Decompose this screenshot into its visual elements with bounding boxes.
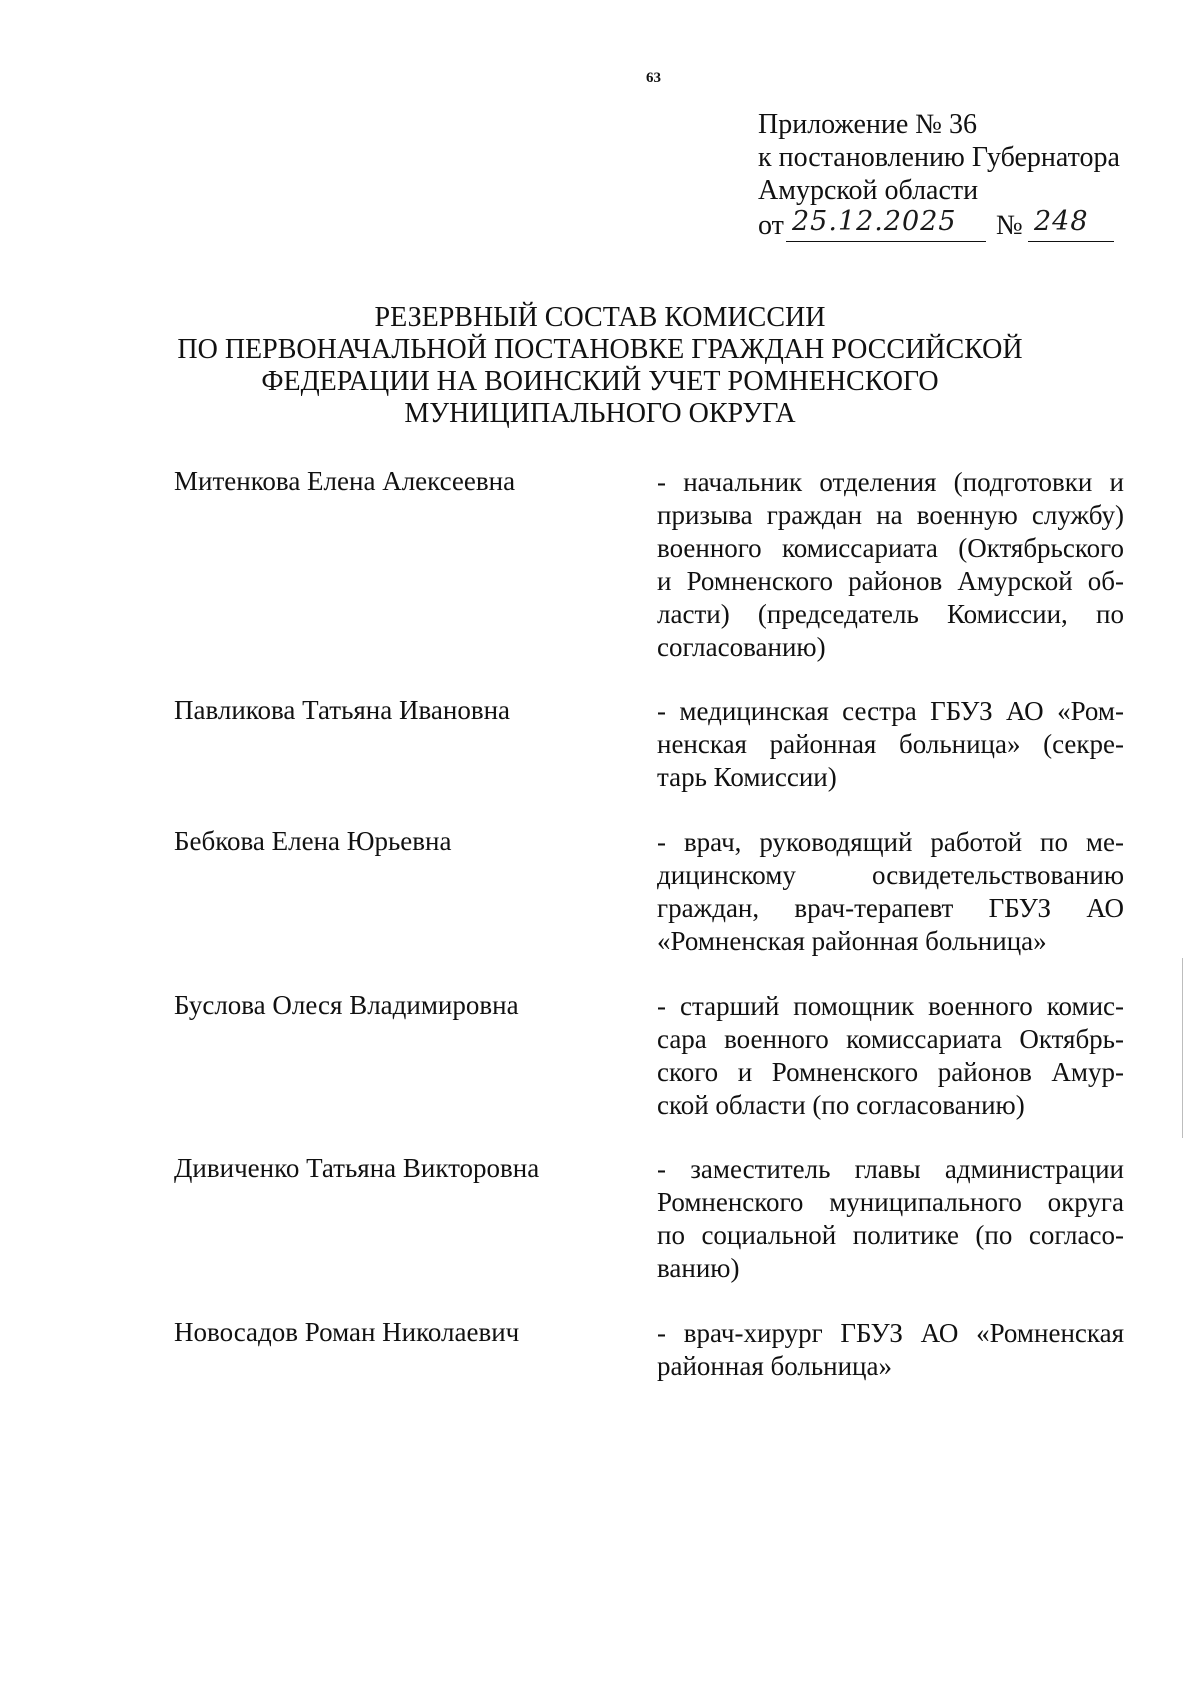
member-role [657,695,1124,794]
page-number: 63 [646,70,661,86]
role-line: - медицинская сестра ГБУЗ АО «Ром- [657,696,1124,726]
role-line: военного комиссариата (Октябрьского [657,533,1124,563]
role-line: ванию) [657,1253,740,1283]
title-line: МУНИЦИПАЛЬНОГО ОКРУГА [404,398,796,429]
role-line: районная больница» [657,1351,892,1381]
scan-margin-mark [1182,958,1183,1138]
document-title [0,302,1200,430]
role-line: «Ромненская районная больница» [657,926,1047,956]
role-line: - заместитель главы администрации [657,1154,1124,1184]
member-role [657,466,1124,664]
handwritten-number: 248 [1034,206,1089,237]
role-line: дицинскому освидетельствованию [657,860,1124,890]
role-line: - начальник отделения (подготовки и [657,467,1124,497]
member-name: Дивиченко Татьяна Викторовна [174,1153,540,1183]
role-line: - врач, руководящий работой по ме- [657,827,1124,857]
title-line: ФЕДЕРАЦИИ НА ВОИНСКИЙ УЧЕТ РОМНЕНСКОГО [261,366,939,397]
member-name: Буслова Олеся Владимировна [174,990,519,1020]
role-line: согласованию) [657,632,826,662]
role-line: призыва граждан на военную службу) [657,500,1124,530]
member-role [657,826,1124,958]
role-line: по социальной политике (по согласо- [657,1220,1124,1250]
role-line: ского и Ромненского районов Амур- [657,1057,1124,1087]
role-line: - старший помощник военного комис- [657,991,1124,1021]
appendix-number: Приложение № 36 [758,109,977,140]
number-prefix: № [996,210,1023,241]
role-line: - врач-хирург ГБУЗ АО «Ромненская [657,1318,1124,1348]
role-line: ненская районная больница» (секре- [657,729,1124,759]
role-line: тарь Комиссии) [657,762,837,792]
member-name: Новосадов Роман Николаевич [174,1317,520,1347]
member-name: Бебкова Елена Юрьевна [174,826,452,856]
role-line: сара военного комиссариата Октябрь- [657,1024,1124,1054]
title-line: РЕЗЕРВНЫЙ СОСТАВ КОМИССИИ [374,302,826,333]
handwritten-date: 25.12.2025 [792,206,957,237]
role-line: граждан, врач-терапевт ГБУЗ АО [657,893,1124,923]
role-line: ласти) (председатель Комиссии, по [657,599,1124,629]
role-line: Ромненского муниципального округа [657,1187,1124,1217]
role-line: ской области (по согласованию) [657,1090,1025,1120]
date-field [786,207,986,242]
member-role [657,1153,1124,1285]
role-line: и Ромненского районов Амурской об- [657,566,1124,596]
title-line: ПО ПЕРВОНАЧАЛЬНОЙ ПОСТАНОВКЕ ГРАЖДАН РОССИЙСКОЙ [177,334,1023,365]
member-role [657,990,1124,1122]
number-field [1028,207,1114,242]
member-name: Митенкова Елена Алексеевна [174,466,516,496]
appendix-date-number-line [758,207,1120,243]
appendix-region: Амурской области [758,175,979,206]
appendix-resolution-ref: к постановлению Губернатора [758,142,1120,173]
date-prefix: от [758,210,784,241]
member-name: Павликова Татьяна Ивановна [174,695,510,725]
appendix-block [758,108,1120,243]
member-role [657,1317,1124,1383]
